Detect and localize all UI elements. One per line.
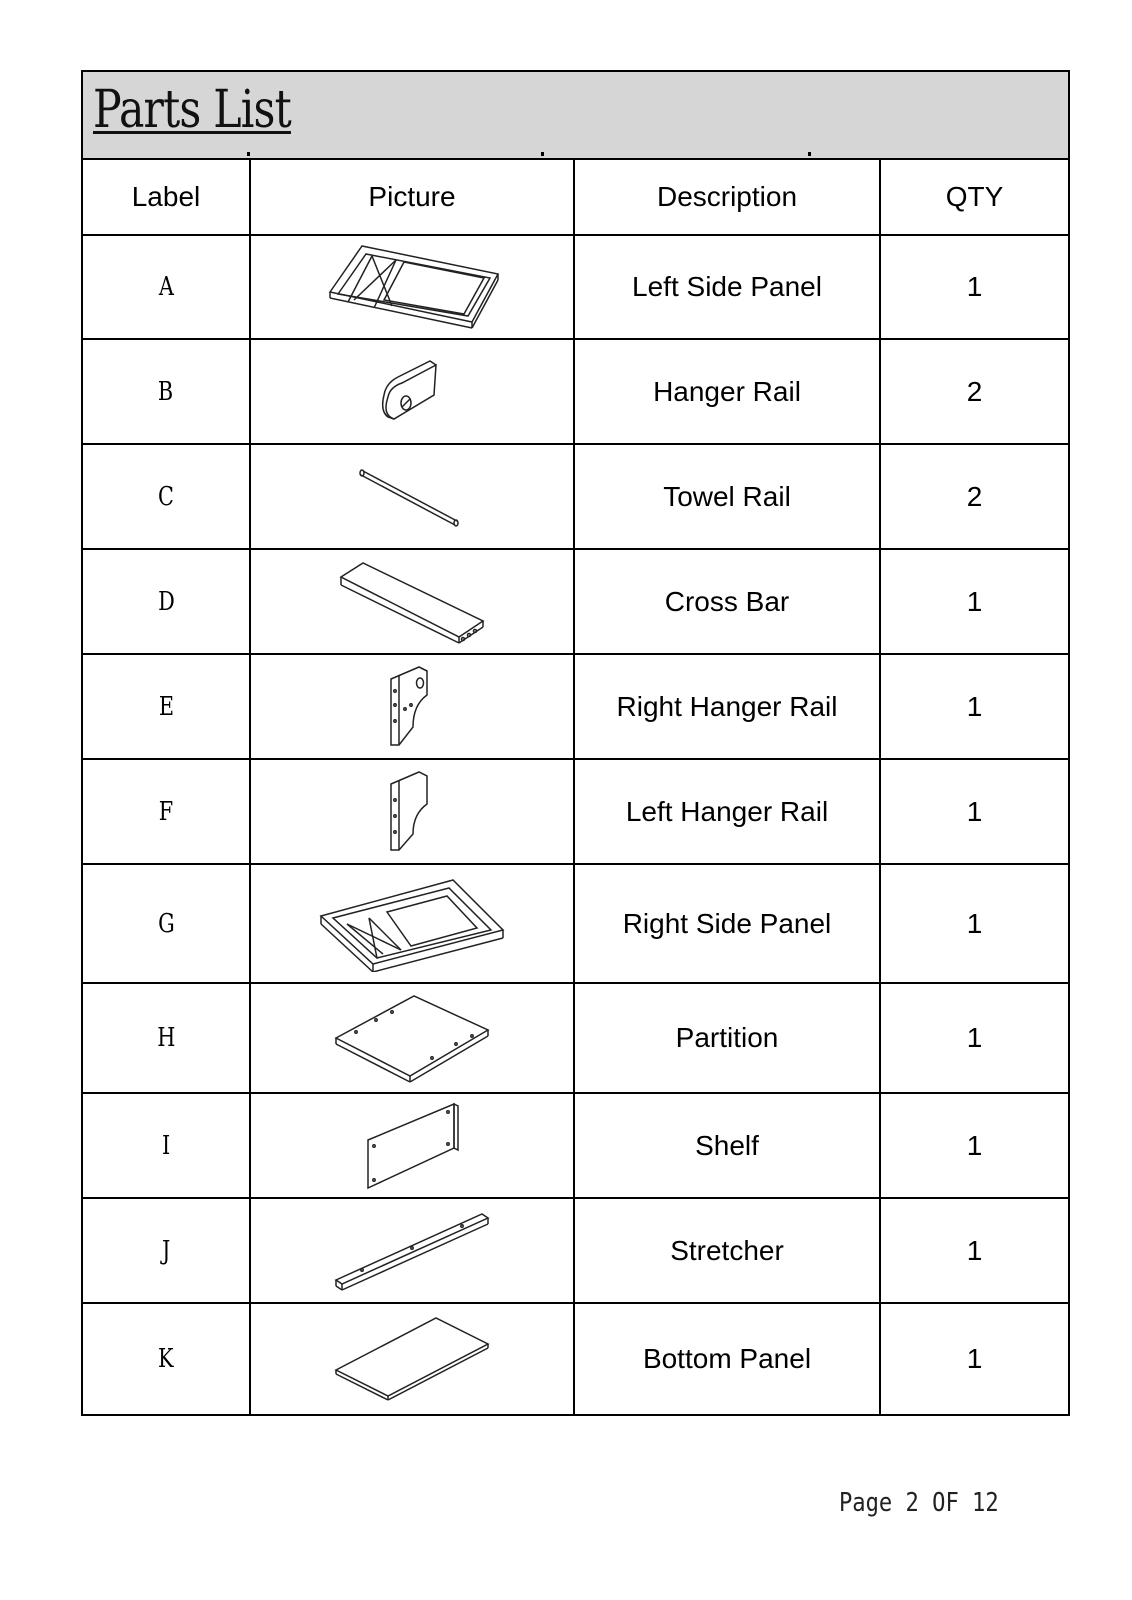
table-row [83,1093,1068,1198]
column-header-label: Label [83,160,250,235]
part-qty: 1 [880,654,1068,759]
parts-list-sheet [81,70,1070,1416]
page-title: Parts List [93,80,291,140]
part-label-cell [83,339,250,444]
part-label-cell [83,759,250,864]
parts-table [83,160,1068,1414]
part-label: H [156,1023,176,1053]
tick-mark [247,152,250,156]
right-hanger-rail-drawing [387,665,437,749]
table-row [83,1198,1068,1303]
part-picture-cell [250,549,574,654]
part-label-cell [83,235,250,339]
part-label-cell [83,1093,250,1198]
tick-mark [808,152,811,156]
table-row [83,235,1068,339]
part-label-cell [83,654,250,759]
table-row [83,983,1068,1093]
part-qty: 1 [880,1093,1068,1198]
table-row [83,549,1068,654]
part-label: I [161,1130,171,1161]
part-description: Towel Rail [574,444,880,549]
part-description: Left Side Panel [574,235,880,339]
part-qty: 1 [880,864,1068,983]
part-label: F [158,796,174,827]
part-label-cell [83,1303,250,1414]
part-description: Right Side Panel [574,864,880,983]
part-description: Hanger Rail [574,339,880,444]
part-description: Stretcher [574,1198,880,1303]
part-description: Left Hanger Rail [574,759,880,864]
part-picture-cell [250,1093,574,1198]
table-row [83,339,1068,444]
part-qty: 2 [880,339,1068,444]
part-description: Partition [574,983,880,1093]
left-side-panel-drawing [322,242,502,332]
part-qty: 1 [880,235,1068,339]
part-label-cell [83,1198,250,1303]
part-label-cell [83,444,250,549]
tick-mark [541,152,544,156]
part-picture-cell [250,983,574,1093]
part-description: Bottom Panel [574,1303,880,1414]
part-label: C [158,481,174,512]
page-number-text: Page 2 OF 12 [839,1488,999,1518]
part-picture-cell [250,1198,574,1303]
part-qty: 1 [880,1303,1068,1414]
table-row [83,759,1068,864]
cross-bar-drawing [337,559,487,645]
part-picture-cell [250,235,574,339]
table-row [83,444,1068,549]
bottom-panel-drawing [332,1314,492,1404]
table-header-row [83,160,1068,235]
part-label: K [158,1344,174,1374]
table-row [83,1303,1068,1414]
column-header-picture: Picture [250,160,574,235]
title-bar [83,72,1068,160]
part-label: G [157,908,175,939]
right-side-panel-drawing [317,876,507,972]
shelf-drawing [362,1100,462,1192]
towel-rail-drawing [357,465,467,529]
part-label-cell [83,983,250,1093]
part-description: Cross Bar [574,549,880,654]
hanger-rail-drawing [372,357,452,427]
part-label-cell [83,864,250,983]
column-header-qty: QTY [880,160,1068,235]
partition-drawing [332,992,492,1084]
part-label: B [158,376,174,407]
table-row [83,654,1068,759]
part-picture-cell [250,654,574,759]
part-picture-cell [250,864,574,983]
part-qty: 1 [880,759,1068,864]
part-label: A [158,272,174,302]
part-picture-cell [250,759,574,864]
part-label: J [161,1235,171,1266]
stretcher-drawing [332,1208,492,1294]
part-qty: 2 [880,444,1068,549]
table-row [83,864,1068,983]
page-number [839,1488,1027,1518]
part-picture-cell [250,444,574,549]
part-label-cell [83,549,250,654]
part-description: Right Hanger Rail [574,654,880,759]
part-description: Shelf [574,1093,880,1198]
part-picture-cell [250,339,574,444]
column-header-description: Description [574,160,880,235]
left-hanger-rail-drawing [387,770,437,854]
part-picture-cell [250,1303,574,1414]
part-label: D [157,586,175,617]
part-qty: 1 [880,1198,1068,1303]
part-qty: 1 [880,983,1068,1093]
part-label: E [158,691,174,722]
part-qty: 1 [880,549,1068,654]
